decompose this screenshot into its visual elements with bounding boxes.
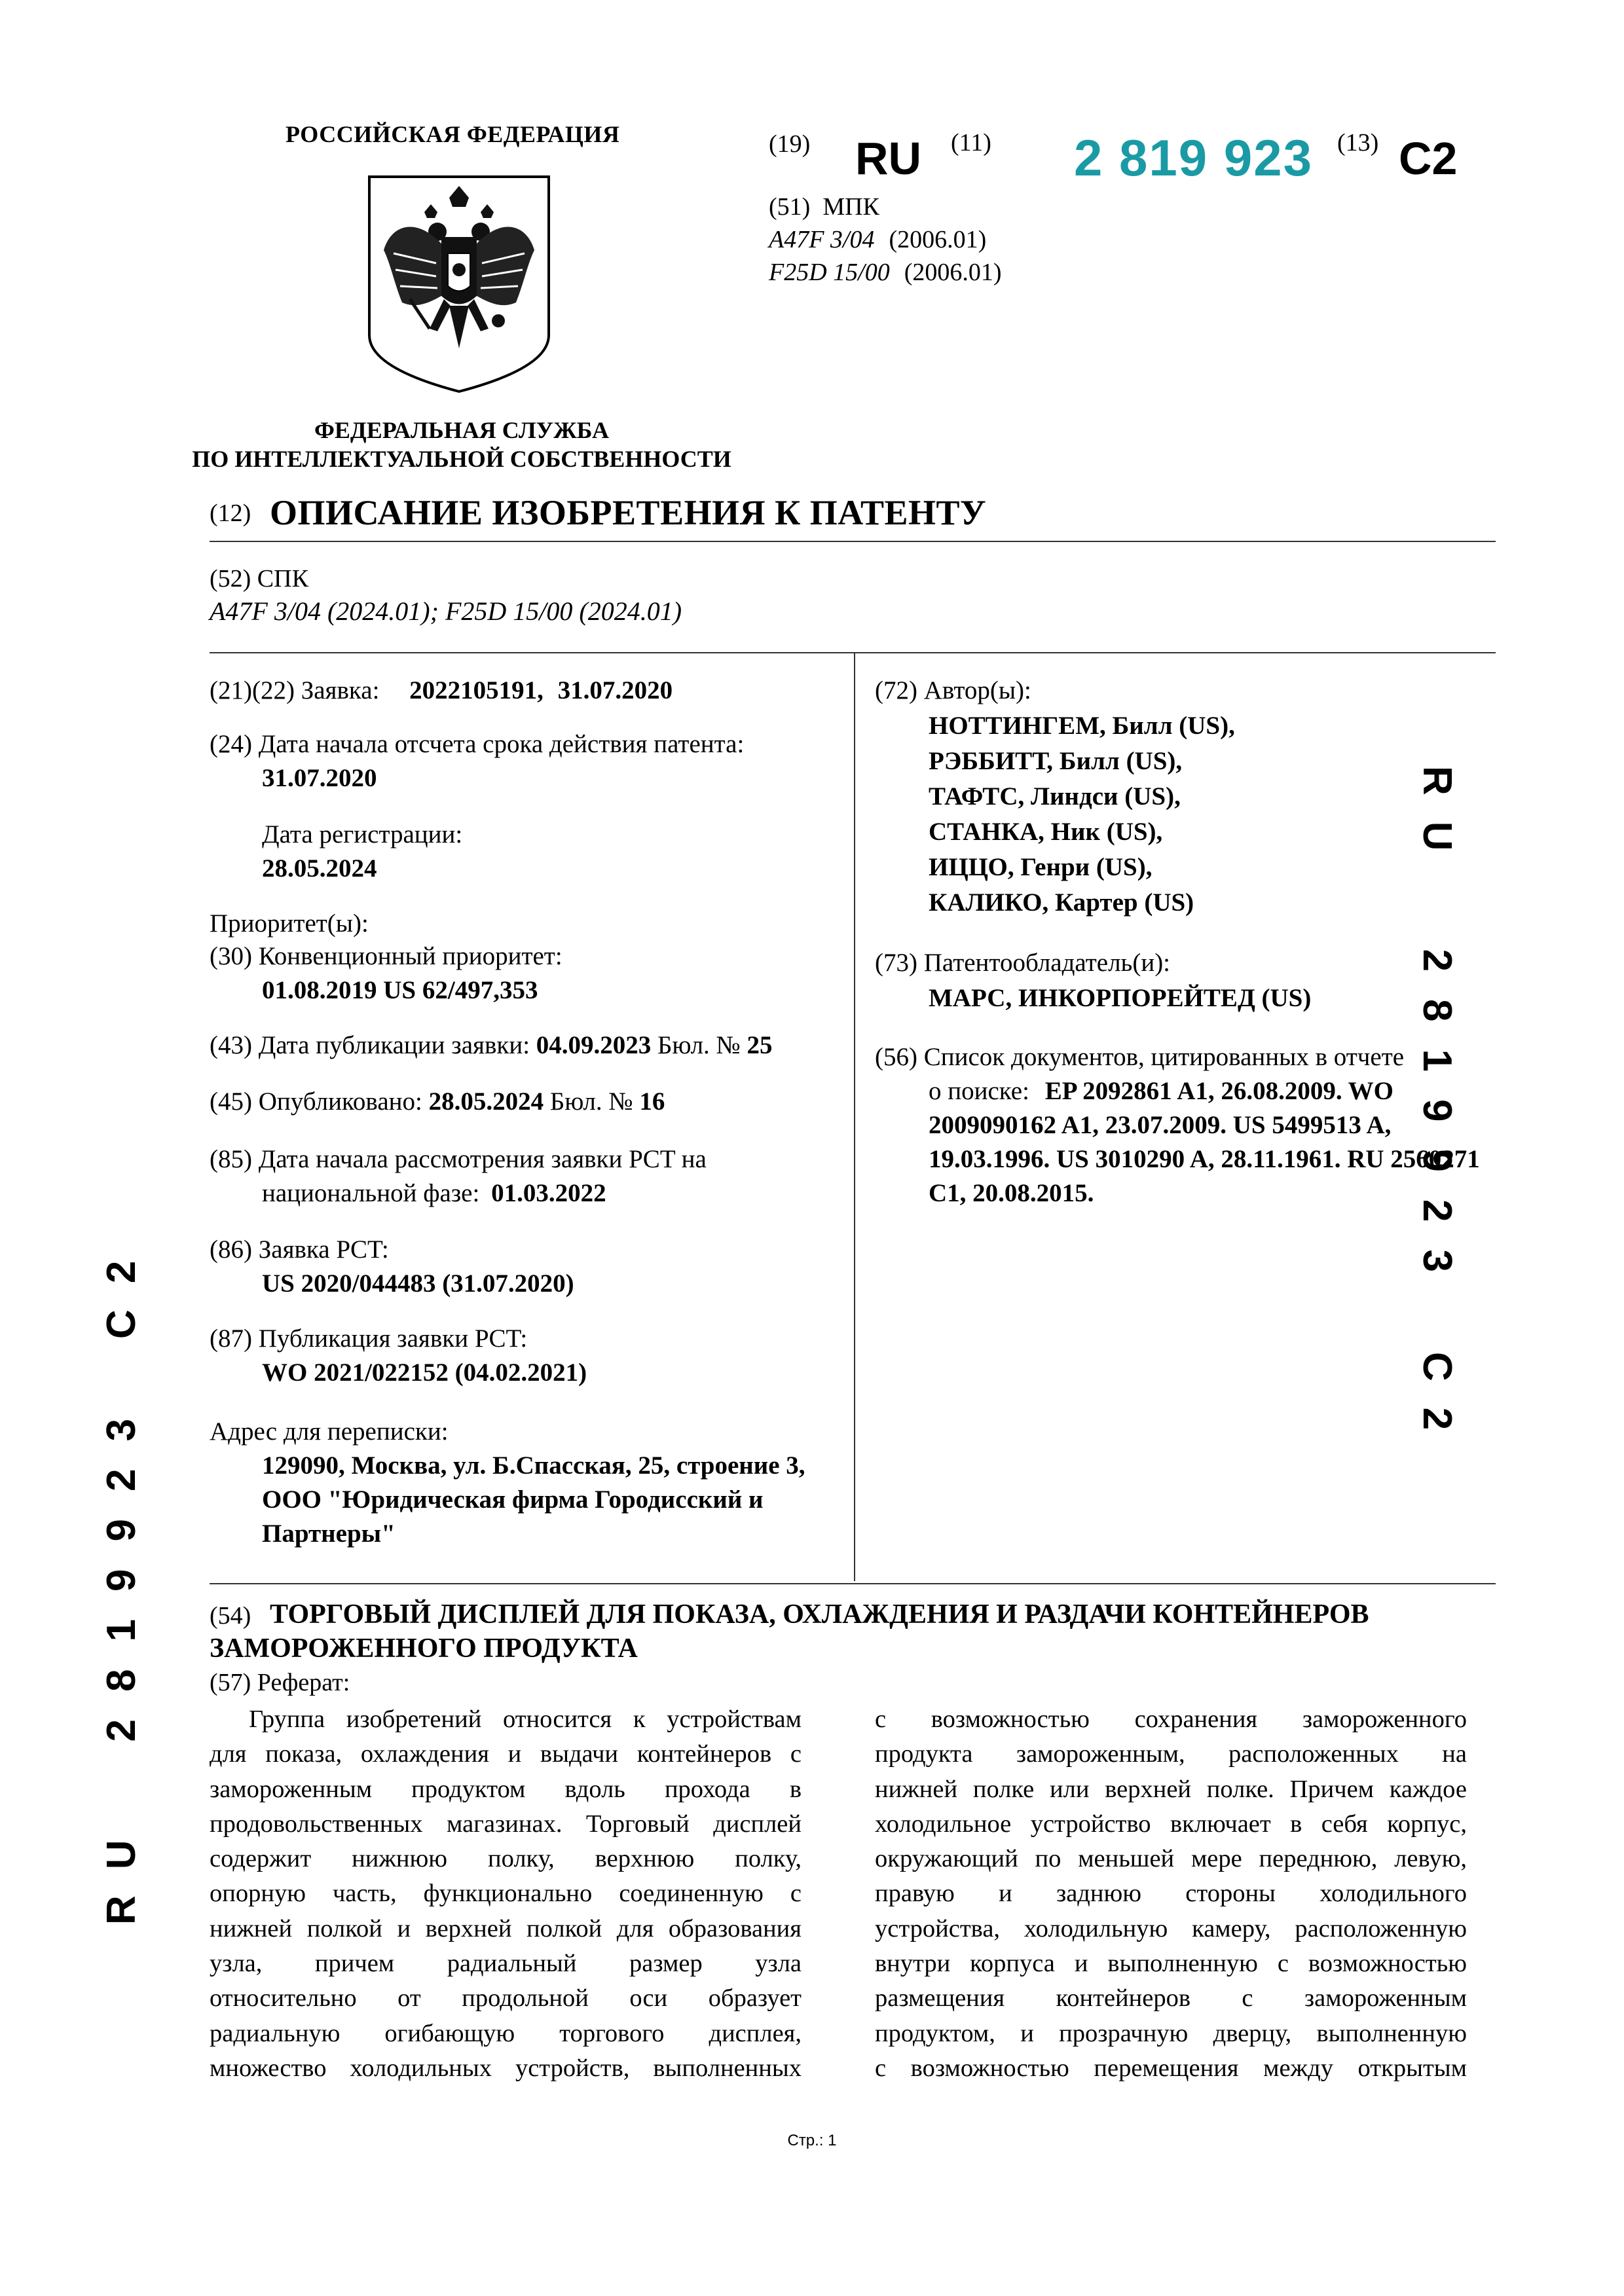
convention-priority-value: 01.08.2019 US 62/497,353 xyxy=(262,976,538,1004)
convention-priority-label: (30) Конвенционный приоритет: xyxy=(210,942,563,970)
author-name: СТАНКА, Ник (US), xyxy=(929,818,1163,846)
coat-of-arms-emblem xyxy=(364,172,554,394)
abstract-line: продовольственных магазинах. Торговый дисплей xyxy=(210,1810,802,1838)
pct-application-value: US 2020/044483 (31.07.2020) xyxy=(262,1269,574,1298)
author-name: КАЛИКО, Картер (US) xyxy=(929,888,1194,917)
abstract-line: с возможностью сохранения замороженного xyxy=(875,1705,1467,1733)
abstract-line: устройства, холодильную камеру, расположенную xyxy=(875,1914,1467,1942)
page-number: Стр.: 1 xyxy=(787,2132,837,2149)
side-patent-code-right: RU2819923C2 xyxy=(1414,766,1460,1457)
agency-name-line2: ПО ИНТЕЛЛЕКТУАЛЬНОЙ СОБСТВЕННОСТИ xyxy=(192,446,731,472)
cited-documents-label: (56) Список документов, цитированных в отчете xyxy=(875,1043,1405,1071)
abstract-left-column xyxy=(210,1702,802,2086)
inid-code-11: (11) xyxy=(951,129,991,156)
pct-national-phase-date: 01.03.2022 xyxy=(491,1179,606,1207)
abstract-line: опорную часть, функционально соединенную с xyxy=(210,1880,802,1908)
inid-code-19: (19) xyxy=(769,130,811,158)
pct-application-label: (86) Заявка PCT: xyxy=(210,1235,389,1264)
invention-title: ТОРГОВЫЙ ДИСПЛЕЙ ДЛЯ ПОКАЗА, ОХЛАЖДЕНИЯ И РАЗДАЧИ КОНТЕЙНЕРОВ ЗАМОРОЖЕННОГО ПРОДУКТА xyxy=(210,1599,1369,1664)
inid-code-54: (54) xyxy=(210,1602,251,1630)
priority-label: Приоритет(ы): xyxy=(210,909,369,938)
abstract-line: продуктом, и прозрачную дверцу, выполненную xyxy=(875,2019,1467,2047)
abstract-right-column xyxy=(875,1702,1467,2086)
published-field: (45) Опубликовано: 28.05.2024 Бюл. № 16 xyxy=(210,1087,665,1116)
abstract-line: Группа изобретений относится к устройствам xyxy=(249,1705,802,1733)
abstract-line: содержит нижнюю полку, верхнюю полку, xyxy=(210,1845,802,1873)
address-line: ООО "Юридическая фирма Городисский и xyxy=(262,1485,764,1514)
ipc-code: A47F 3/04 xyxy=(769,226,875,253)
cited-document: EP 2092861 A1, 26.08.2009. WO xyxy=(1044,1077,1394,1105)
abstract-line: множество холодильных устройств, выполненных xyxy=(210,2054,802,2082)
pct-national-phase-label: (85) Дата начала рассмотрения заявки PCT на xyxy=(210,1145,707,1173)
cited-document: 19.03.1996. US 3010290 A, 28.11.1961. RU 2560271 xyxy=(929,1145,1480,1173)
abstract-line: относительно от продольной оси образует xyxy=(210,1984,802,2013)
patent-number: 2 819 923 xyxy=(1074,129,1314,187)
term-start-label: (24) Дата начала отсчета срока действия патента: xyxy=(210,730,745,758)
kind-code: C2 xyxy=(1399,133,1458,184)
ipc-code: F25D 15/00 xyxy=(769,259,890,286)
ipc-entry xyxy=(769,225,986,254)
abstract-line: узла, причем радиальный размер узла xyxy=(210,1950,802,1978)
abstract-heading: (57) Реферат: xyxy=(210,1669,350,1696)
inid-code-51: (51) xyxy=(769,193,811,221)
ipc-heading xyxy=(769,192,879,221)
pct-publication-value: WO 2021/022152 (04.02.2021) xyxy=(262,1358,587,1387)
abstract-line: нижней полкой и верхней полкой для образования xyxy=(210,1914,802,1942)
patent-holder-label: (73) Патентообладатель(и): xyxy=(875,949,1171,977)
application-number: 2022105191, xyxy=(409,676,544,704)
abstract-line: замороженным продуктом вдоль прохода в xyxy=(210,1775,802,1803)
abstract-line: для показа, охлаждения и выдачи контейнеров с xyxy=(210,1740,802,1768)
application-publication-field: (43) Дата публикации заявки: 04.09.2023 Бюл. № 25 xyxy=(210,1031,773,1059)
inid-code-13: (13) xyxy=(1337,129,1379,156)
bulletin-number: 16 xyxy=(639,1087,665,1116)
application-label: (21)(22) Заявка: xyxy=(210,676,380,704)
abstract-line: продукта замороженным, расположенных на xyxy=(875,1740,1467,1768)
cpc-classification: A47F 3/04 (2024.01); F25D 15/00 (2024.01) xyxy=(210,596,682,626)
ipc-version: (2006.01) xyxy=(904,259,1002,286)
registration-label: Дата регистрации: xyxy=(262,820,463,848)
divider xyxy=(210,652,1496,653)
abstract-line: окружающий по меньшей мере переднюю, левую, xyxy=(875,1845,1467,1873)
abstract-line: правую и заднюю стороны холодильного xyxy=(875,1880,1467,1908)
ipc-entry xyxy=(769,258,1002,287)
application-date: 31.07.2020 xyxy=(557,676,673,704)
term-start-date: 31.07.2020 xyxy=(262,764,377,792)
application-field xyxy=(210,674,673,707)
abstract-line: внутри корпуса и выполненную с возможностью xyxy=(875,1950,1467,1978)
application-publication-date: 04.09.2023 xyxy=(536,1031,652,1059)
document-title: ОПИСАНИЕ ИЗОБРЕТЕНИЯ К ПАТЕНТУ xyxy=(270,493,987,532)
agency-name-line1: ФЕДЕРАЛЬНАЯ СЛУЖБА xyxy=(314,417,609,443)
cited-documents-line: о поиске: EP 2092861 A1, 26.08.2009. WO xyxy=(929,1077,1394,1105)
address-label: Адрес для переписки: xyxy=(210,1417,449,1446)
divider xyxy=(210,541,1496,542)
address-line: Партнеры" xyxy=(262,1520,396,1548)
author-name: ТАФТС, Линдси (US), xyxy=(929,782,1181,811)
address-line: 129090, Москва, ул. Б.Спасская, 25, строение 3, xyxy=(262,1451,805,1480)
pct-publication-label: (87) Публикация заявки PCT: xyxy=(210,1324,528,1353)
pct-national-phase-field: национальной фазе: 01.03.2022 xyxy=(262,1179,606,1207)
cited-document: C1, 20.08.2015. xyxy=(929,1179,1094,1207)
country-name: РОССИЙСКАЯ ФЕДЕРАЦИЯ xyxy=(286,121,620,147)
ipc-label: МПК xyxy=(822,193,879,221)
country-code: RU xyxy=(855,133,922,184)
abstract-line: размещения контейнеров с замороженным xyxy=(875,1984,1467,2013)
abstract-line: радиальную огибающую торгового дисплея, xyxy=(210,2019,802,2047)
registration-date: 28.05.2024 xyxy=(262,854,377,883)
patent-holder: МАРС, ИНКОРПОРЕЙТЕД (US) xyxy=(929,984,1312,1012)
column-divider xyxy=(854,653,855,1581)
divider xyxy=(210,1583,1496,1584)
ipc-version: (2006.01) xyxy=(889,226,987,253)
published-date: 28.05.2024 xyxy=(428,1087,544,1116)
cpc-heading: (52) СПК xyxy=(210,565,308,592)
abstract-line: холодильное устройство включает в себя корпус, xyxy=(875,1810,1467,1838)
author-name: РЭББИТТ, Билл (US), xyxy=(929,747,1183,775)
author-name: НОТТИНГЕМ, Билл (US), xyxy=(929,712,1235,740)
cited-document: 2009090162 A1, 23.07.2009. US 5499513 A, xyxy=(929,1111,1392,1139)
abstract-line: нижней полке или верхней полке. Причем каждое xyxy=(875,1775,1467,1803)
author-name: ИЦЦО, Генри (US), xyxy=(929,853,1153,881)
side-patent-code-left: RU2819923C2 xyxy=(99,1234,144,1925)
authors-label: (72) Автор(ы): xyxy=(875,676,1031,704)
inid-code-12: (12) xyxy=(210,500,251,527)
bulletin-number: 25 xyxy=(747,1031,773,1059)
abstract-line: с возможностью перемещения между открытым xyxy=(875,2054,1467,2082)
